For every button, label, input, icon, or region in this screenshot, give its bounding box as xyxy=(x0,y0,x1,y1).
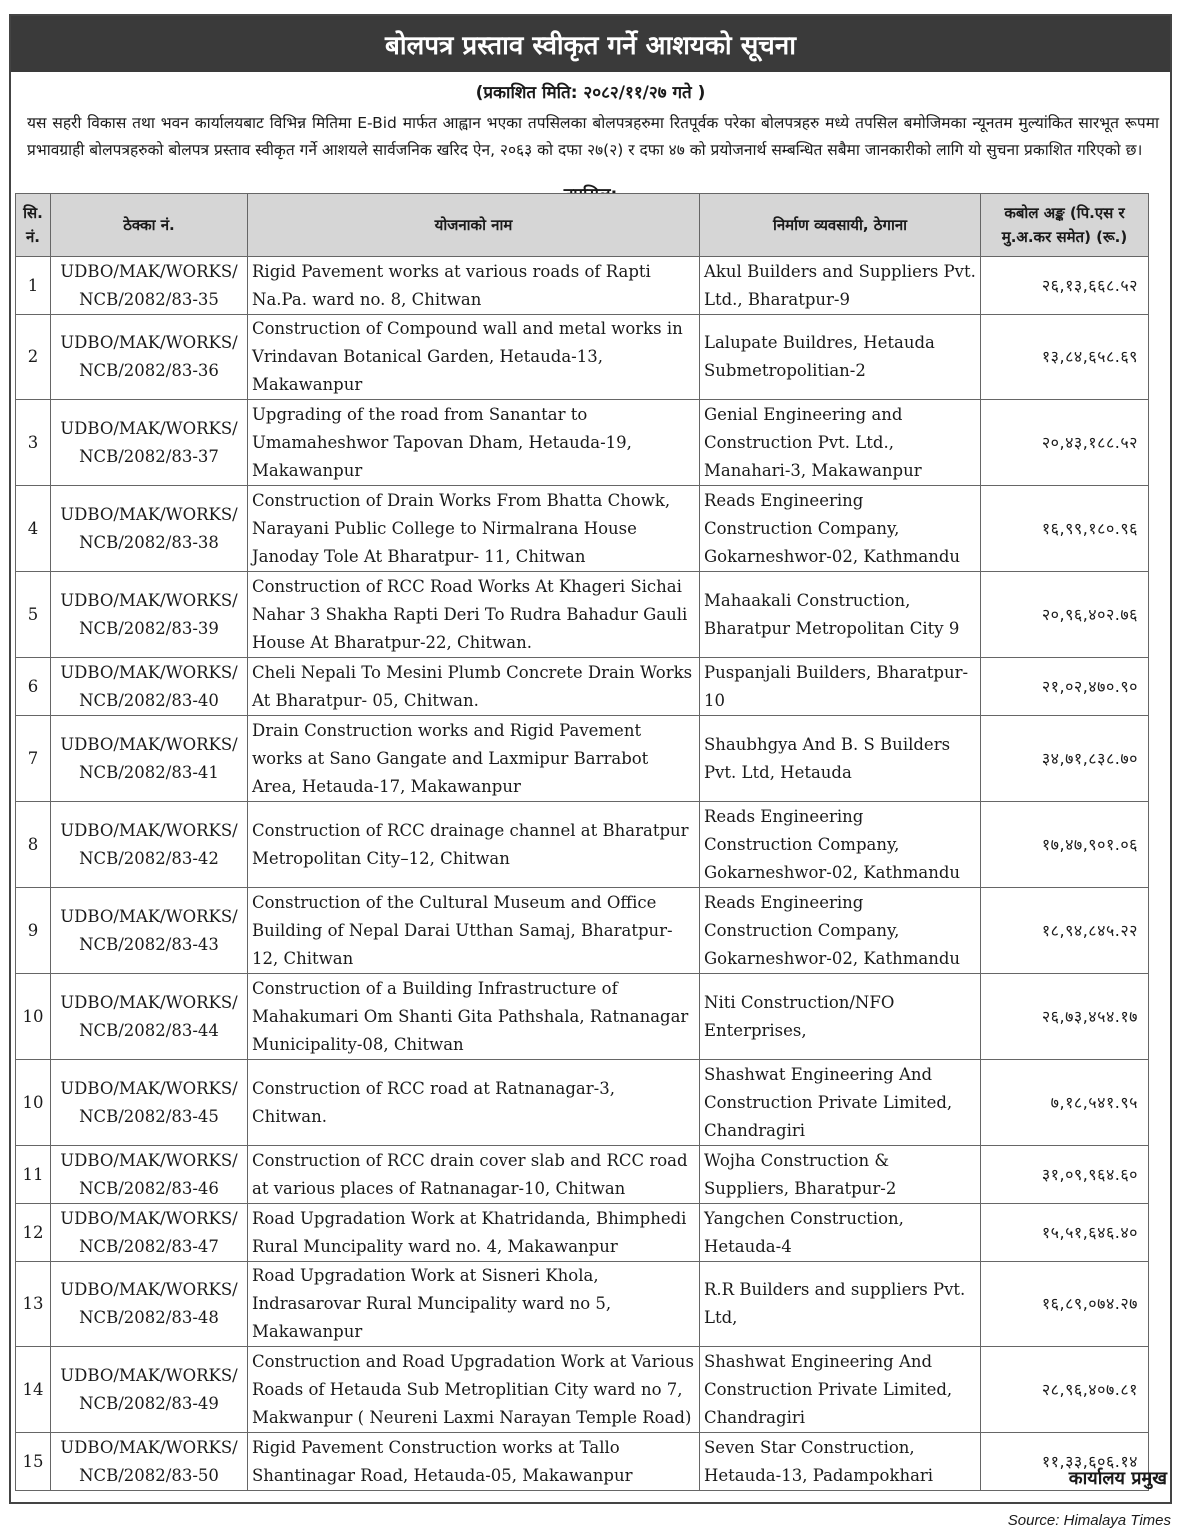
table-row xyxy=(16,1146,1149,1204)
cell-sn: 4 xyxy=(16,486,51,572)
header-contractor: निर्माण व्यवसायी, ठेगाना xyxy=(700,194,981,257)
cell-contract: UDBO/MAK/WORKS/ NCB/2082/83-49 xyxy=(51,1347,248,1433)
table-row xyxy=(16,1347,1149,1433)
header-sn: सि. नं. xyxy=(16,194,51,257)
cell-amount: ७,१८,५४१.९५ xyxy=(981,1060,1149,1146)
cell-project: Construction of Drain Works From Bhatta Chowk, Narayani Public College to Nirmalrana House Janoday Tole At Bharatpur- 11, Chitwan xyxy=(248,486,700,572)
cell-contractor: Shaubhgya And B. S Builders Pvt. Ltd, Hetauda xyxy=(700,716,981,802)
source-credit: Source: Himalaya Times xyxy=(1007,1512,1171,1529)
cell-contract: UDBO/MAK/WORKS/ NCB/2082/83-40 xyxy=(51,658,248,716)
cell-sn: 5 xyxy=(16,572,51,658)
office-chief-signature: कार्यालय प्रमुख xyxy=(1068,1468,1167,1489)
notice-title: बोलपत्र प्रस्ताव स्वीकृत गर्ने आशयको सूचना xyxy=(11,16,1170,72)
cell-amount: १६,९९,१८०.९६ xyxy=(981,486,1149,572)
cell-sn: 3 xyxy=(16,400,51,486)
cell-contractor: R.R Builders and suppliers Pvt. Ltd, xyxy=(700,1262,981,1347)
cell-amount: ३४,७१,८३८.७० xyxy=(981,716,1149,802)
cell-contract: UDBO/MAK/WORKS/ NCB/2082/83-44 xyxy=(51,974,248,1060)
cell-project: Construction of the Cultural Museum and Office Building of Nepal Darai Utthan Samaj, Bharatpur-12, Chitwan xyxy=(248,888,700,974)
cell-sn: 9 xyxy=(16,888,51,974)
cell-project: Construction and Road Upgradation Work at Various Roads of Hetauda Sub Metroplitian City ward no 7, Makwanpur ( Neureni Laxmi Narayan Temple Road) xyxy=(248,1347,700,1433)
published-date: (प्रकाशित मिति: २०८२/११/२७ गते ) xyxy=(475,83,706,103)
cell-sn: 15 xyxy=(16,1433,51,1491)
cell-contract: UDBO/MAK/WORKS/ NCB/2082/83-37 xyxy=(51,400,248,486)
header-contract: ठेक्का नं. xyxy=(51,194,248,257)
cell-contractor: Shashwat Engineering And Construction Private Limited, Chandragiri xyxy=(700,1060,981,1146)
header-project: योजनाको नाम xyxy=(248,194,700,257)
cell-contractor: Genial Engineering and Construction Pvt. Ltd., Manahari-3, Makawanpur xyxy=(700,400,981,486)
cell-contractor: Reads Engineering Construction Company, Gokarneshwor-02, Kathmandu xyxy=(700,486,981,572)
cell-sn: 6 xyxy=(16,658,51,716)
cell-contract: UDBO/MAK/WORKS/ NCB/2082/83-45 xyxy=(51,1060,248,1146)
table-row xyxy=(16,572,1149,658)
cell-sn: 14 xyxy=(16,1347,51,1433)
cell-contractor: Lalupate Buildres, Hetauda Submetropolitian-2 xyxy=(700,315,981,400)
cell-contractor: Reads Engineering Construction Company, Gokarneshwor-02, Kathmandu xyxy=(700,888,981,974)
cell-amount: ३१,०९,९६४.६० xyxy=(981,1146,1149,1204)
table-row xyxy=(16,802,1149,888)
table-row xyxy=(16,257,1149,315)
cell-sn: 10 xyxy=(16,1060,51,1146)
cell-project: Construction of Compound wall and metal works in Vrindavan Botanical Garden, Hetauda-13, Makawanpur xyxy=(248,315,700,400)
cell-project: Drain Construction works and Rigid Pavement works at Sano Gangate and Laxmipur Barrabot Area, Hetauda-17, Makawanpur xyxy=(248,716,700,802)
cell-contractor: Seven Star Construction, Hetauda-13, Padampokhari xyxy=(700,1433,981,1491)
cell-sn: 13 xyxy=(16,1262,51,1347)
cell-project: Rigid Pavement Construction works at Tallo Shantinagar Road, Hetauda-05, Makawanpur xyxy=(248,1433,700,1491)
tender-table xyxy=(15,193,1149,1491)
cell-contractor: Reads Engineering Construction Company, Gokarneshwor-02, Kathmandu xyxy=(700,802,981,888)
cell-contractor: Puspanjali Builders, Bharatpur-10 xyxy=(700,658,981,716)
cell-amount: १३,८४,६५८.६९ xyxy=(981,315,1149,400)
cell-contract: UDBO/MAK/WORKS/ NCB/2082/83-43 xyxy=(51,888,248,974)
cell-contractor: Yangchen Construction, Hetauda-4 xyxy=(700,1204,981,1262)
cell-sn: 11 xyxy=(16,1146,51,1204)
cell-project: Construction of RCC drain cover slab and RCC road at various places of Ratnanagar-10, Chitwan xyxy=(248,1146,700,1204)
cell-amount: १६,८९,०७४.२७ xyxy=(981,1262,1149,1347)
table-row xyxy=(16,1060,1149,1146)
table-row xyxy=(16,486,1149,572)
cell-project: Construction of a Building Infrastructure of Mahakumari Om Shanti Gita Pathshala, Ratnanagar Municipality-08, Chitwan xyxy=(248,974,700,1060)
table-row xyxy=(16,1262,1149,1347)
cell-project: Upgrading of the road from Sanantar to Umamaheshwor Tapovan Dham, Hetauda-19, Makawanpur xyxy=(248,400,700,486)
cell-project: Construction of RCC Road Works At Khageri Sichai Nahar 3 Shakha Rapti Deri To Rudra Bahadur Gauli House At Bharatpur-22, Chitwan. xyxy=(248,572,700,658)
table-row xyxy=(16,716,1149,802)
table-row xyxy=(16,1204,1149,1262)
cell-sn: 10 xyxy=(16,974,51,1060)
cell-contract: UDBO/MAK/WORKS/ NCB/2082/83-36 xyxy=(51,315,248,400)
cell-contractor: Mahaakali Construction, Bharatpur Metropolitan City 9 xyxy=(700,572,981,658)
cell-contract: UDBO/MAK/WORKS/ NCB/2082/83-42 xyxy=(51,802,248,888)
cell-project: Road Upgradation Work at Khatridanda, Bhimphedi Rural Muncipality ward no. 4, Makawanpur xyxy=(248,1204,700,1262)
cell-contract: UDBO/MAK/WORKS/ NCB/2082/83-41 xyxy=(51,716,248,802)
table-row xyxy=(16,658,1149,716)
cell-contractor: Akul Builders and Suppliers Pvt. Ltd., Bharatpur-9 xyxy=(700,257,981,315)
cell-contractor: Niti Construction/NFO Enterprises, xyxy=(700,974,981,1060)
cell-contract: UDBO/MAK/WORKS/ NCB/2082/83-47 xyxy=(51,1204,248,1262)
cell-contract: UDBO/MAK/WORKS/ NCB/2082/83-38 xyxy=(51,486,248,572)
cell-amount: २०,४३,१८८.५२ xyxy=(981,400,1149,486)
cell-contract: UDBO/MAK/WORKS/ NCB/2082/83-39 xyxy=(51,572,248,658)
cell-amount: २०,९६,४०२.७६ xyxy=(981,572,1149,658)
table-row xyxy=(16,1433,1149,1491)
cell-sn: 7 xyxy=(16,716,51,802)
table-row xyxy=(16,315,1149,400)
cell-sn: 8 xyxy=(16,802,51,888)
table-row xyxy=(16,888,1149,974)
cell-sn: 12 xyxy=(16,1204,51,1262)
cell-amount: १७,४७,९०१.०६ xyxy=(981,802,1149,888)
cell-sn: 2 xyxy=(16,315,51,400)
cell-project: Cheli Nepali To Mesini Plumb Concrete Drain Works At Bharatpur- 05, Chitwan. xyxy=(248,658,700,716)
cell-amount: २१,०२,४७०.९० xyxy=(981,658,1149,716)
header-amount: कबोल अङ्क (पि.एस र मु.अ.कर समेत) (रू.) xyxy=(981,194,1149,257)
table-row xyxy=(16,400,1149,486)
cell-project: Construction of RCC drainage channel at Bharatpur Metropolitan City–12, Chitwan xyxy=(248,802,700,888)
table-row xyxy=(16,974,1149,1060)
cell-sn: 1 xyxy=(16,257,51,315)
cell-contract: UDBO/MAK/WORKS/ NCB/2082/83-35 xyxy=(51,257,248,315)
cell-project: Rigid Pavement works at various roads of Rapti Na.Pa. ward no. 8, Chitwan xyxy=(248,257,700,315)
cell-project: Road Upgradation Work at Sisneri Khola, Indrasarovar Rural Muncipality ward no 5, Makawanpur xyxy=(248,1262,700,1347)
cell-contractor: Wojha Construction & Suppliers, Bharatpur-2 xyxy=(700,1146,981,1204)
cell-contract: UDBO/MAK/WORKS/ NCB/2082/83-50 xyxy=(51,1433,248,1491)
cell-amount: २८,९६,४०७.८१ xyxy=(981,1347,1149,1433)
cell-amount: १५,५१,६४६.४० xyxy=(981,1204,1149,1262)
cell-amount: १८,९४,८४५.२२ xyxy=(981,888,1149,974)
intro-paragraph: यस सहरी विकास तथा भवन कार्यालयबाट विभिन्न मितिमा E-Bid मार्फत आह्वान भएका तपसिलका बोलपत्रहरुमा रितपूर्वक परेका बोलपत्रहरु मध्ये तपसिल बमोजिमका न्यूनतम मुल्यांकित सारभूत रूपमा प्रभावग्राही बोलपत्रहरुको बोलपत्र प्रस्ताव स्वीकृत गर्ने आशयले सार्वजनिक खरिद ऐन, २०६३ को दफा २७(२) र दफा ४७ को प्रयोजनार्थ सम्बन्धित सबैमा जानकारीको लागि यो सुचना प्रकाशित गरिएको छ। xyxy=(27,114,1159,159)
cell-contract: UDBO/MAK/WORKS/ NCB/2082/83-46 xyxy=(51,1146,248,1204)
cell-contractor: Shashwat Engineering And Construction Private Limited, Chandragiri xyxy=(700,1347,981,1433)
cell-contract: UDBO/MAK/WORKS/ NCB/2082/83-48 xyxy=(51,1262,248,1347)
table-header-row xyxy=(16,194,1149,257)
cell-amount: २६,७३,४५४.१७ xyxy=(981,974,1149,1060)
cell-amount: ११,३३,६०६.१४ xyxy=(981,1433,1149,1491)
cell-project: Construction of RCC road at Ratnanagar-3, Chitwan. xyxy=(248,1060,700,1146)
cell-amount: २६,१३,६६८.५२ xyxy=(981,257,1149,315)
